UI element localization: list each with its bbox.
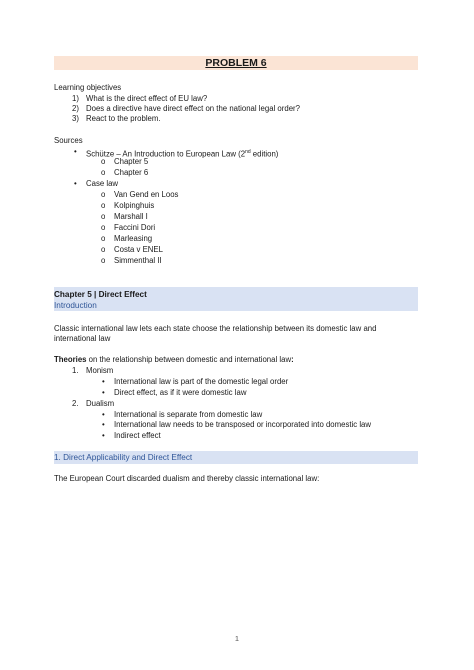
case-item: Marshall I	[114, 212, 148, 221]
objective-number: 1)	[72, 94, 79, 103]
bullet-icon: •	[102, 420, 105, 429]
sub-bullet-icon: o	[101, 168, 106, 177]
sub-bullet-icon: o	[101, 157, 106, 166]
sub-bullet-icon: o	[101, 245, 106, 254]
objective-text: Does a directive have direct effect on the national legal order?	[86, 104, 300, 113]
sub-bullet-icon: o	[101, 223, 106, 232]
section-paragraph: The European Court discarded dualism and thereby classic international law:	[54, 474, 320, 483]
bullet-icon: •	[102, 377, 105, 386]
case-item: Marleasing	[114, 234, 153, 243]
chapter-title: Chapter 5 | Direct Effect	[54, 290, 147, 299]
sub-bullet-icon: o	[101, 256, 106, 265]
objective-number: 2)	[72, 104, 79, 113]
intro-paragraph: Classic international law lets each state choose the relationship between its domestic law and	[54, 324, 377, 333]
case-item: Van Gend en Loos	[114, 190, 179, 199]
page-title: PROBLEM 6	[205, 57, 267, 69]
list-number: 2.	[72, 399, 79, 408]
section-heading: 1. Direct Applicability and Direct Effect	[54, 453, 193, 462]
dualism-point: Indirect effect	[114, 431, 161, 440]
sub-bullet-icon: o	[101, 201, 106, 210]
introduction-heading: Introduction	[54, 301, 97, 310]
source-chapter: Chapter 6	[114, 168, 149, 177]
objective-text: What is the direct effect of EU law?	[86, 94, 208, 103]
monism-point: Direct effect, as if it were domestic law	[114, 388, 247, 397]
objective-text: React to the problem.	[86, 114, 161, 123]
dualism-point: International is separate from domestic law	[114, 410, 263, 419]
bullet-icon: •	[74, 179, 77, 188]
page-number: 1	[234, 634, 240, 643]
dualism-label: Dualism	[86, 399, 115, 408]
source-book: Schütze – An Introduction to European Law (2nd edition)	[86, 149, 279, 159]
objective-number: 3)	[72, 114, 79, 123]
case-item: Faccini Dori	[114, 223, 156, 232]
theories-line: Theories on the relationship between domestic and international law:	[54, 355, 294, 364]
intro-paragraph: international law	[54, 334, 111, 343]
source-chapter: Chapter 5	[114, 157, 149, 166]
list-number: 1.	[72, 366, 79, 375]
bullet-icon: •	[102, 431, 105, 440]
sources-heading: Sources	[54, 136, 83, 145]
monism-point: International law is part of the domestic legal order	[114, 377, 289, 386]
caselaw-label: Case law	[86, 179, 119, 188]
sub-bullet-icon: o	[101, 212, 106, 221]
sub-bullet-icon: o	[101, 190, 106, 199]
sub-bullet-icon: o	[101, 234, 106, 243]
bullet-icon: •	[74, 147, 77, 156]
bullet-icon: •	[102, 410, 105, 419]
objectives-heading: Learning objectives	[54, 83, 122, 92]
dualism-point: International law needs to be transposed or incorporated into domestic law	[114, 420, 372, 429]
monism-label: Monism	[86, 366, 114, 375]
bullet-icon: •	[102, 388, 105, 397]
case-item: Kolpinghuis	[114, 201, 155, 210]
case-item: Simmenthal II	[114, 256, 162, 265]
case-item: Costa v ENEL	[114, 245, 163, 254]
